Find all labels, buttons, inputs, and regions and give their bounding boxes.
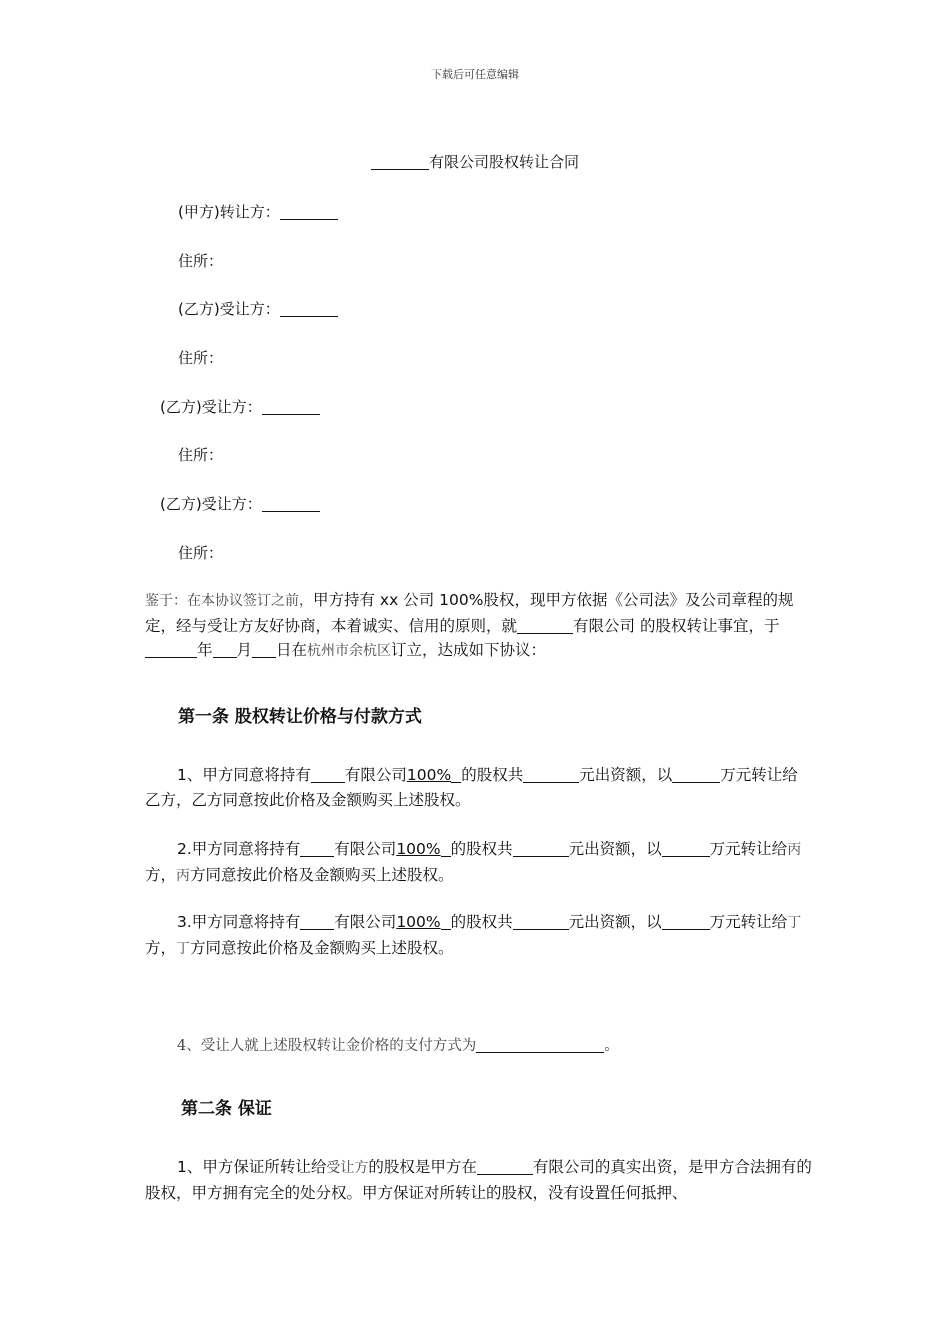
blank-line[interactable] xyxy=(441,840,451,857)
clause-text: 的股权共 xyxy=(450,840,513,858)
blank-line[interactable] xyxy=(477,1158,533,1175)
party-address: 住所： xyxy=(178,252,224,270)
clause-text: 方同意按此价格及金额购买上述股权。 xyxy=(190,938,454,957)
article-2-heading: 第二条 保证 xyxy=(181,1099,272,1119)
preamble-prefix: 鉴于：在本协议签订之前， xyxy=(145,593,313,609)
party-transferee xyxy=(178,298,338,319)
clause-text: 方， xyxy=(145,865,177,884)
article-1-item-2 xyxy=(145,837,813,888)
clause-text: 有限公司 xyxy=(344,766,407,784)
party-name: 受让方 xyxy=(326,1160,369,1176)
clause-text: 万元转让给 xyxy=(709,840,788,858)
blank-line[interactable] xyxy=(451,766,461,783)
blank-line[interactable] xyxy=(280,300,338,317)
preamble-text: 有限公司 的股权转让事宜，于 xyxy=(573,616,780,635)
clause-text: 的股权共 xyxy=(461,766,524,784)
percentage: 100% xyxy=(406,766,452,784)
day-label: 日在 xyxy=(276,641,308,659)
preamble xyxy=(145,588,813,664)
party-label: (甲方)转让方： xyxy=(178,203,280,221)
clause-text: 万元转让给乙方，乙方同意按此价格及金额购买上述股权。 xyxy=(145,766,798,809)
clause-text: 2.甲方同意将持有 xyxy=(177,840,301,858)
header-note: 下载后可任意编辑 xyxy=(431,68,519,81)
blank-line[interactable] xyxy=(213,641,237,658)
party-label: (乙方)受让方： xyxy=(160,398,262,416)
blank-line[interactable] xyxy=(252,641,276,658)
clause-text: 1、甲方保证所转让给 xyxy=(177,1158,327,1176)
blank-line[interactable] xyxy=(476,1036,604,1053)
article-2-item-1 xyxy=(145,1155,813,1205)
blank-line[interactable] xyxy=(672,766,720,783)
blank-line[interactable] xyxy=(441,913,451,930)
title-text: 有限公司股权转让合同 xyxy=(428,153,579,171)
clause-text: 。 xyxy=(604,1038,619,1054)
party-transferor xyxy=(178,201,338,222)
clause-text: 的股权共 xyxy=(450,913,513,931)
clause-text: 元出资额，以 xyxy=(568,840,662,858)
blank-line[interactable] xyxy=(517,617,573,634)
clause-text: 元出资额，以 xyxy=(579,766,673,784)
blank-line[interactable] xyxy=(262,398,320,415)
month-label: 月 xyxy=(236,641,253,659)
blank-line[interactable] xyxy=(280,203,338,220)
clause-text: 元出资额，以 xyxy=(568,913,662,931)
blank-line[interactable] xyxy=(371,153,429,170)
blank-line[interactable] xyxy=(311,766,345,783)
preamble-text: 订立，达成如下协议： xyxy=(391,641,547,659)
blank-line[interactable] xyxy=(300,913,334,930)
preamble-text: 甲方持有 xx 公司 100%股权，现甲方依据《公司法》及公司章程的规定，经与受让方友好协商，本着诚实、信用的原则，就 xyxy=(145,591,794,635)
clause-text: 万元转让给 xyxy=(709,913,788,931)
article-1-item-3 xyxy=(145,910,813,961)
party-transferee xyxy=(160,396,320,417)
blank-line[interactable] xyxy=(523,766,579,783)
clause-text: 的股权是甲方在 xyxy=(368,1158,477,1176)
party-address: 住所： xyxy=(178,349,224,367)
place-text: 杭州市余杭区 xyxy=(307,643,392,659)
party-name: 丁 xyxy=(787,915,802,931)
article-1-heading: 第一条 股权转让价格与付款方式 xyxy=(178,707,422,727)
percentage: 100% xyxy=(396,913,441,931)
clause-text: 3.甲方同意将持有 xyxy=(177,913,301,931)
clause-text: 有限公司的真实出资，是甲方合法拥有的股权，甲方拥有完全的处分权。甲方保证对所转让的股权，没有设置任何抵押、 xyxy=(145,1158,812,1202)
party-label: (乙方)受让方： xyxy=(160,495,262,513)
clause-text: 1、甲方同意将持有 xyxy=(177,766,311,784)
party-name: 丁 xyxy=(176,940,191,957)
party-label: (乙方)受让方： xyxy=(178,300,280,318)
blank-line[interactable] xyxy=(662,913,710,930)
blank-line[interactable] xyxy=(662,840,710,857)
article-1-item-1 xyxy=(145,763,813,812)
blank-line[interactable] xyxy=(300,840,334,857)
party-address: 住所： xyxy=(178,446,224,464)
blank-line[interactable] xyxy=(513,840,569,857)
clause-text: 方， xyxy=(145,938,177,957)
clause-text: 4、受让人就上述股权转让金价格的支付方式为 xyxy=(177,1038,477,1054)
clause-text: 方同意按此价格及金额购买上述股权。 xyxy=(190,865,454,884)
year-label: 年 xyxy=(197,641,213,659)
party-transferee xyxy=(160,493,320,514)
article-1-item-4 xyxy=(177,1034,619,1055)
blank-line[interactable] xyxy=(513,913,569,930)
percentage: 100% xyxy=(396,840,441,858)
blank-line[interactable] xyxy=(145,641,197,658)
party-name: 丙 xyxy=(787,842,802,858)
party-name: 丙 xyxy=(176,867,191,884)
party-address: 住所： xyxy=(178,544,224,562)
blank-line[interactable] xyxy=(262,495,320,512)
clause-text: 有限公司 xyxy=(334,913,397,931)
contract-title xyxy=(0,151,950,172)
clause-text: 有限公司 xyxy=(334,840,397,858)
